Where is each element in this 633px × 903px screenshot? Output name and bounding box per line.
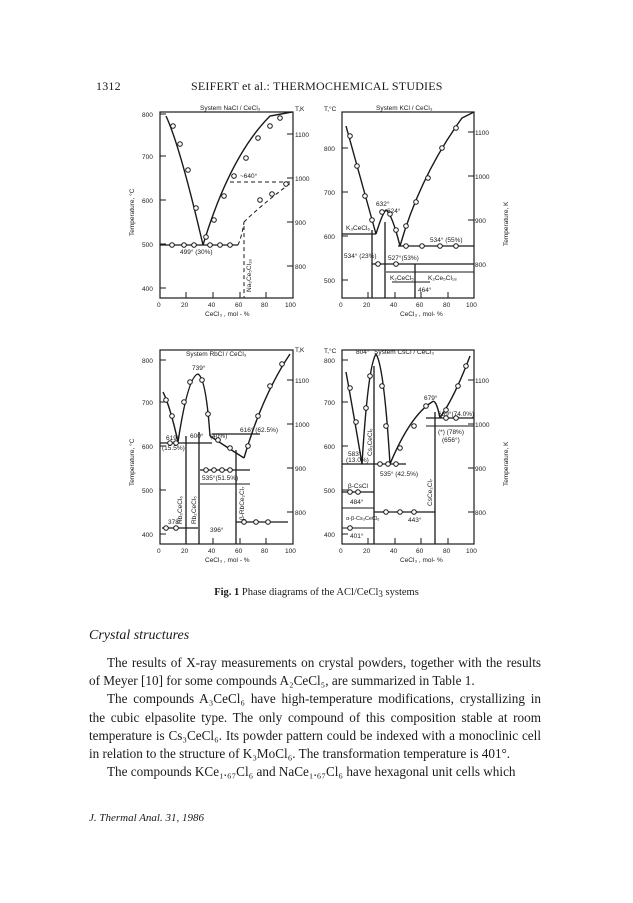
- annotation: 632°: [376, 201, 390, 208]
- y-tick-label: 500: [324, 488, 335, 495]
- panel-rbcl: [128, 347, 310, 564]
- y-tick-label: 800: [142, 112, 153, 119]
- x-tick-label: 80: [261, 302, 269, 309]
- y-axis-label-cscl: Temperature, K: [503, 441, 510, 486]
- annotation: 739°: [192, 365, 206, 372]
- y2-tick-label: 800: [295, 510, 306, 517]
- x-tick-label: 20: [363, 302, 371, 309]
- phase-diagram-figure: [110, 96, 530, 586]
- y-tick-label: 600: [324, 234, 335, 241]
- caption-label: Fig. 1: [214, 587, 240, 598]
- y-tick-label: 700: [142, 400, 153, 407]
- y-tick-label: 400: [324, 532, 335, 539]
- top-annotation: 804°: [356, 349, 370, 356]
- x-axis-label-cscl: CeCl₃ , mol- %: [400, 557, 443, 564]
- y-tick-label: 400: [142, 286, 153, 293]
- compound-label: K₃CeCl₆: [346, 225, 371, 232]
- y2-tick-label: 900: [295, 220, 306, 227]
- annotation: 624°: [387, 208, 401, 215]
- annotation: 535° (42.5%): [380, 471, 419, 478]
- plot-frame-nacl: [160, 112, 293, 298]
- x-tick-label: 80: [443, 548, 451, 555]
- compound-label: Na₃Ce₅Cl₁₈: [246, 259, 253, 292]
- y2-tick-label: 900: [475, 466, 486, 473]
- annotation: (40%): [210, 433, 228, 440]
- caption-tail: systems: [385, 587, 419, 598]
- annotation: 401°: [350, 533, 364, 540]
- right-unit-rbcl: T,K: [295, 347, 305, 354]
- annotation: 600°: [190, 433, 204, 440]
- y-tick-label: 800: [324, 146, 335, 153]
- compound-label: K₂Ce₅Cl₁₈: [428, 275, 457, 282]
- x-tick-label: 0: [157, 548, 161, 555]
- y-tick-label: 600: [142, 198, 153, 205]
- compound-label: Cs₃CeCl₆: [367, 428, 374, 456]
- x-tick-label: 60: [235, 548, 243, 555]
- y-tick-label: 600: [142, 444, 153, 451]
- panel-title-kcl: System KCl / CeCl₃: [376, 105, 433, 112]
- y2-tick-label: 1000: [475, 422, 490, 429]
- annotation: 534° (23%): [344, 253, 377, 260]
- y-tick-label: 500: [142, 242, 153, 249]
- y-axis-label-nacl: Temperature, °C: [129, 188, 136, 236]
- compound-label: β-RbCe₂Cl₇: [239, 486, 246, 520]
- y2-tick-label: 1100: [295, 378, 309, 385]
- compound-label: K₂CeCl₅: [390, 275, 414, 282]
- panel-cscl: [324, 347, 510, 564]
- annotation: 616° (62.5%): [240, 427, 279, 434]
- x-tick-label: 80: [261, 548, 269, 555]
- x-tick-label: 0: [157, 302, 161, 309]
- right-unit-nacl: T,K: [295, 106, 305, 113]
- x-tick-label: 60: [416, 302, 424, 309]
- compound-label: Rb₂CeCl₅: [191, 496, 198, 524]
- x-axis-label-rbcl: CeCl₃ , mol - %: [205, 557, 250, 564]
- x-tick-label: 0: [339, 302, 343, 309]
- section-heading: Crystal structures: [89, 628, 190, 643]
- annotation: 535°(51.5%): [202, 475, 239, 482]
- x-tick-label: 100: [466, 302, 477, 309]
- paragraph: The compounds KCe₁.₆₇Cl₆ and NaCe₁.₆₇Cl₆ have hexagonal unit cells which: [107, 764, 516, 780]
- compound-label: CsCe₂Cl₇: [427, 478, 434, 506]
- annotation: α-β-Cs₃CeCl₆: [346, 516, 380, 522]
- x-tick-label: 20: [181, 302, 189, 309]
- y-tick-label: 600: [324, 444, 335, 451]
- paragraph: The results of X-ray measurements on crystal powders, together with the results of Meyer [10] for some compounds A₂CeCl₅, are summarized in Table 1.: [89, 655, 541, 689]
- annotation: (*) (78%): [438, 429, 465, 436]
- paragraph: The compounds A₃CeCl₆ have high-temperature modifications, crystallizing in the cubic elpasolite type. The only compound of this composition stable at room temperature is Cs₃CeCl₆. Its powder pattern could be indexed with a monoclinic cell in relation to the structure of K₃MoCl₆. The transformation temperature is 401°.: [89, 691, 541, 762]
- compound-label: Rb₃CeCl₆: [177, 495, 184, 524]
- panel-title-nacl: System NaCl / CeCl₃: [200, 105, 261, 112]
- annotation: 396°: [210, 527, 224, 534]
- y2-tick-label: 1100: [475, 378, 489, 385]
- y2-tick-label: 1000: [475, 174, 490, 181]
- annotation: 464°: [418, 287, 432, 294]
- y-tick-label: 700: [142, 154, 153, 161]
- figure-caption: Fig. 1 Phase diagrams of the ACl/CeCl3 systems: [214, 587, 419, 599]
- x-axis-label-kcl: CeCl₃ , mol- %: [400, 311, 443, 318]
- y-tick-label: 800: [324, 358, 335, 365]
- x-axis-label-nacl: CeCl₃ , mol - %: [205, 311, 250, 318]
- annotation: 499° (30%): [180, 249, 213, 256]
- annotation: 583°: [348, 451, 362, 458]
- x-tick-label: 60: [416, 548, 424, 555]
- x-tick-label: 40: [390, 302, 398, 309]
- x-tick-label: 100: [466, 548, 477, 555]
- caption-text: Phase diagrams of the ACl/CeCl: [241, 587, 379, 598]
- y2-tick-label: 1100: [475, 130, 489, 137]
- panel-title-rbcl: System RbCl / CeCl₃: [186, 351, 247, 358]
- annotation: 484°: [350, 499, 364, 506]
- panel-title-cscl: System CsCl / CeCl₃: [374, 349, 435, 356]
- x-tick-label: 60: [235, 302, 243, 309]
- x-tick-label: 20: [363, 548, 371, 555]
- plot-frame-kcl: [342, 112, 474, 298]
- annotation: 679°: [424, 395, 438, 402]
- y-tick-label: 700: [324, 190, 335, 197]
- y2-tick-label: 900: [475, 218, 486, 225]
- annotation: 619°: [166, 435, 180, 442]
- y-tick-label: 500: [324, 278, 335, 285]
- x-tick-label: 100: [285, 302, 296, 309]
- annotation: (13.0%): [346, 457, 369, 464]
- left-unit-kcl: T,°C: [324, 106, 337, 113]
- annotation: ~640°: [240, 173, 258, 180]
- y2-tick-label: 1100: [295, 132, 309, 139]
- annotation: 669°(74.0%): [438, 411, 475, 418]
- x-tick-label: 20: [181, 548, 189, 555]
- y2-tick-label: 1000: [295, 422, 310, 429]
- x-tick-label: 40: [208, 302, 216, 309]
- y2-tick-label: 900: [295, 466, 306, 473]
- x-tick-label: 0: [339, 548, 343, 555]
- y-tick-label: 400: [142, 532, 153, 539]
- y2-tick-label: 1000: [295, 176, 310, 183]
- running-title: SEIFERT et al.: THERMOCHEMICAL STUDIES: [191, 79, 443, 93]
- page-number: 1312: [96, 79, 121, 93]
- y-tick-label: 700: [324, 400, 335, 407]
- body-text: [89, 654, 541, 781]
- y-axis-label-rbcl: Temperature, °C: [129, 438, 136, 486]
- y2-tick-label: 800: [475, 510, 486, 517]
- y-axis-label-kcl: Temperature, K: [503, 201, 510, 246]
- annotation: 443°: [408, 517, 422, 524]
- left-unit-cscl: T,°C: [324, 348, 337, 355]
- y-tick-label: 500: [142, 488, 153, 495]
- y2-tick-label: 800: [295, 264, 306, 271]
- annotation: 534° (55%): [430, 237, 463, 244]
- x-tick-label: 40: [208, 548, 216, 555]
- annotation: (15.5%): [162, 445, 185, 452]
- plot-frame-cscl: [342, 350, 474, 544]
- annotation: (656°): [442, 437, 460, 444]
- x-tick-label: 40: [390, 548, 398, 555]
- x-tick-label: 80: [443, 302, 451, 309]
- panel-kcl: [324, 105, 510, 318]
- annotation: 378°: [168, 519, 182, 526]
- panel-nacl: [128, 105, 310, 318]
- y-tick-label: 800: [142, 358, 153, 365]
- y2-tick-label: 800: [475, 262, 486, 269]
- annotation: 527°(53%): [388, 255, 419, 262]
- annotation: β-CsCl: [348, 483, 368, 490]
- journal-footer: J. Thermal Anal. 31, 1986: [89, 812, 204, 824]
- x-tick-label: 100: [285, 548, 296, 555]
